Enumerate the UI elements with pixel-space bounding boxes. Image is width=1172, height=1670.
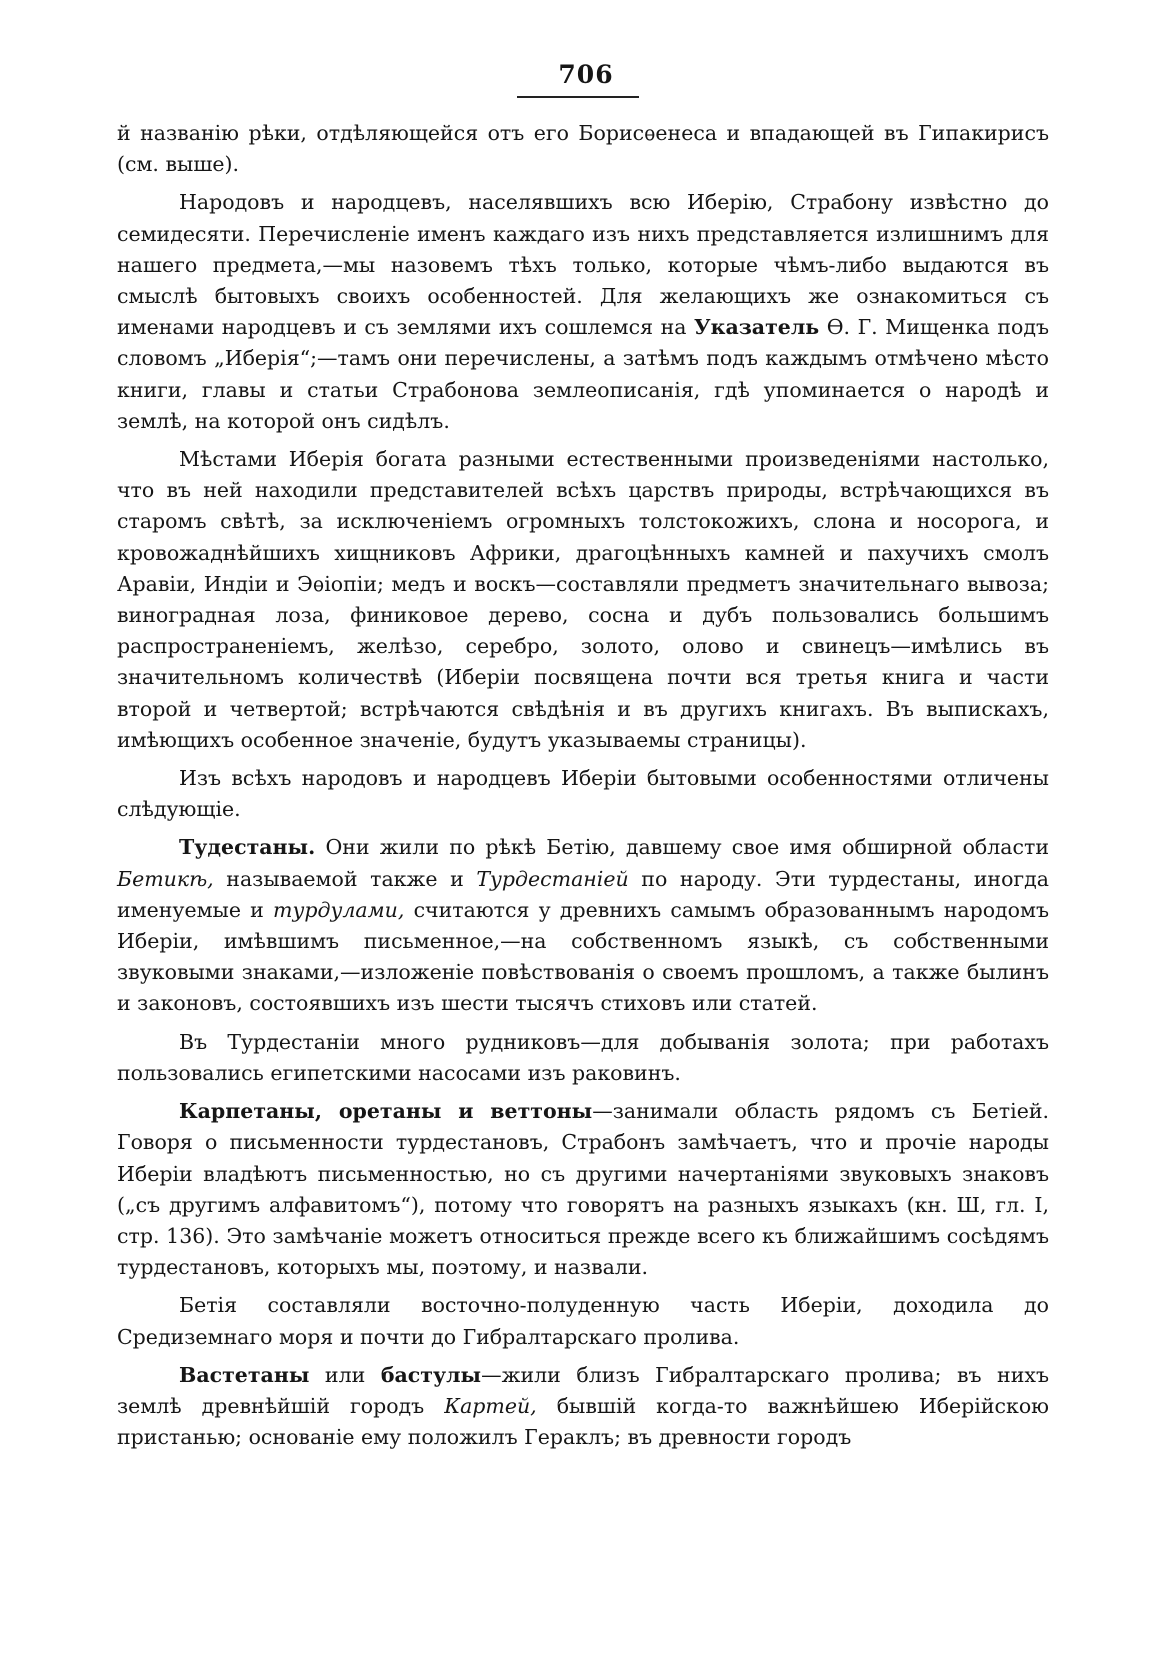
bold-term: Тудестаны. xyxy=(179,835,316,860)
text-run: —жили близъ Гибралтарскаго пролива; въ нихъ землѣ древнѣйшій городъ xyxy=(117,1362,1049,1418)
text-run: Ѳ. Г. Мищенка подъ словомъ „Иберія“;—тамъ они перечислены, а затѣмъ подъ каждымъ отмѣчено мѣсто книги, главы и статьи Страбонова землеописанія, гдѣ упоминается о народѣ и землѣ, на которой онъ сидѣлъ. xyxy=(117,315,1049,433)
italic-term: турдулами, xyxy=(273,897,405,922)
text-run: или xyxy=(309,1362,381,1387)
page-number-rule xyxy=(517,96,639,98)
text-run: бывшій когда-то важнѣйшею Иберійскою пристанью; основаніе ему положилъ Гераклъ; въ древности городъ xyxy=(117,1393,1050,1450)
paragraph xyxy=(117,763,1049,825)
bold-term: Указатель xyxy=(694,315,820,340)
text-run: называемой также и xyxy=(213,866,477,891)
paragraph xyxy=(117,118,1049,180)
bold-term: Вастетаны xyxy=(179,1362,310,1387)
paragraph xyxy=(117,444,1049,756)
text-run: по народу. Эти турдестаны, иногда именуемые и xyxy=(117,866,1050,922)
italic-term: Бетикѣ, xyxy=(117,866,214,891)
text-run: Мѣстами Иберія богата разными естественными произведеніями настолько, что въ ней находили представителей всѣхъ царствъ природы, встрѣчающихся въ старомъ свѣтѣ, за исключеніемъ огромныхъ толстокожихъ, слона и носорога, и кровожаднѣйшихъ хищниковъ Африки, драгоцѣнныхъ камней и пахучихъ смолъ Аравіи, Индіи и Эѳіопіи; медъ и воскъ—составляли предметъ значительнаго вывоза; виноградная лоза, финиковое дерево, сосна и дубъ пользовались большимъ распространеніемъ, желѣзо, серебро, золото, олово и свинецъ—имѣлись въ значительномъ количествѣ (Иберіи посвящена почти вся третья книга и части второй и четвертой; встрѣчаются свѣдѣнія и въ другихъ книгахъ. Въ выпискахъ, имѣющихъ особенное значеніе, будутъ указываемы страницы). xyxy=(117,447,1049,752)
text-run: Народовъ и народцевъ, населявшихъ всю Иберію, Страбону извѣстно до семидесяти. Перечисленіе именъ каждаго изъ нихъ представляется излишнимъ для нашего предмета,—мы назовемъ тѣхъ только, которые чѣмъ-либо выдаются въ смыслѣ бытовыхъ своихъ особенностей. Для желающихъ же ознакомиться съ именами народцевъ и съ землями ихъ сошлемся на xyxy=(117,190,1049,340)
paragraph xyxy=(117,1096,1049,1283)
text-run: Бетія составляли восточно-полуденную часть Иберіи, доходила до Средиземнаго моря и почти до Гибралтарскаго пролива. xyxy=(117,1293,1049,1349)
paragraph xyxy=(117,1027,1049,1089)
italic-term: Картей, xyxy=(444,1393,537,1418)
text-run: Они жили по рѣкѣ Бетію, давшему свое имя обширной области xyxy=(315,835,1049,860)
text-run: Изъ всѣхъ народовъ и народцевъ Иберіи бытовыми особенностями отличены слѣдующіе. xyxy=(117,766,1049,822)
text-run: й названію рѣки, отдѣляющейся отъ его Борисѳенеса и впадающей въ Гипакирисъ (см. выше). xyxy=(117,121,1049,177)
bold-term: бастулы xyxy=(380,1362,482,1387)
bold-term: Карпетаны, оретаны и веттоны xyxy=(179,1099,593,1124)
page-number: 706 xyxy=(558,60,614,89)
text-run: считаются у древнихъ самымъ образованнымъ народомъ Иберіи, имѣвшимъ письменное,—на собственномъ языкѣ, съ собственными звуковыми знаками,—изложеніе повѣствованія о своемъ прошломъ, а также былинъ и законовъ, состоявшихъ изъ шести тысячъ стиховъ или статей. xyxy=(117,897,1050,1016)
body-text xyxy=(117,118,1049,1460)
paragraph xyxy=(117,187,1049,437)
text-run: —занимали область рядомъ съ Бетіей. Говоря о письменности турдестановъ, Страбонъ замѣчаетъ, что и прочіе народы Иберіи владѣютъ письменностью, но съ другими начертаніями звуковыхъ знаковъ („съ другимъ алфавитомъ“), потому что говорятъ на разныхъ языкахъ (кн. Ш, гл. I, стр. 136). Это замѣчаніе можетъ относиться прежде всего къ ближайшимъ сосѣдямъ турдестановъ, которыхъ мы, поэтому, и назвали. xyxy=(117,1099,1050,1280)
italic-term: Турдестаніей xyxy=(476,866,629,891)
text-run: Въ Турдестаніи много рудниковъ—для добыванія золота; при работахъ пользовались египетскими насосами изъ раковинъ. xyxy=(117,1029,1049,1085)
paragraph xyxy=(117,1360,1049,1454)
paragraph xyxy=(117,832,1049,1019)
paragraph xyxy=(117,1290,1049,1352)
